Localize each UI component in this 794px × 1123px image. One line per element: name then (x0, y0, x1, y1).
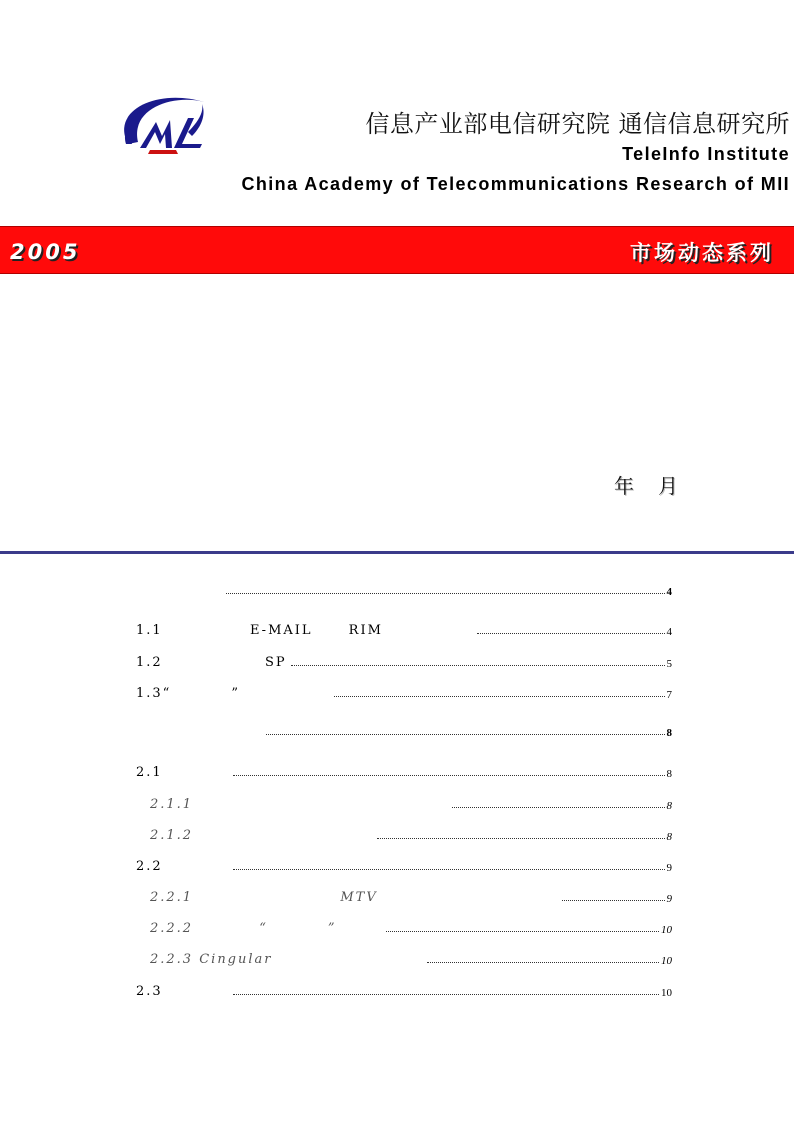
toc-leader-dots (334, 695, 665, 697)
toc-entry-label: 1.1 E-MAIL RIM (136, 623, 473, 638)
toc-leader-dots (233, 868, 665, 870)
toc-entry-page: 4 (666, 586, 672, 598)
toc-entry-label: 2.2.3 Cingular (150, 952, 423, 967)
banner-year-title: 2005 (10, 240, 225, 264)
toc-entry-label: 1.3“ ” (136, 686, 330, 701)
toc-leader-dots (233, 774, 665, 776)
toc-entry[interactable] (136, 856, 672, 874)
toc-entry[interactable] (150, 825, 672, 843)
date-month-char: 月 (658, 474, 678, 498)
toc-entry-label: 2.1.1 (150, 797, 449, 812)
toc-leader-dots (226, 592, 665, 594)
toc-entry-page: 7 (666, 689, 672, 701)
toc-entry-label: 2.2.2 “ ” (150, 921, 382, 936)
toc-entry[interactable] (136, 652, 672, 670)
toc-leader-dots (477, 632, 665, 634)
toc-entry-page: 10 (661, 955, 672, 967)
toc-entry-label: 2.1.2 (150, 828, 374, 843)
toc-entry-label: 1.2 SP (136, 655, 287, 670)
toc-entry-label: 2.1 (136, 765, 229, 780)
toc-leader-dots (562, 899, 665, 901)
toc-entry-label: 2.3 (136, 984, 229, 999)
toc-leader-dots (386, 930, 659, 932)
toc-entry-page: 8 (666, 831, 672, 843)
banner-series-title: 市场动态系列 (630, 240, 774, 265)
date-line (614, 470, 702, 499)
toc-entry[interactable] (150, 949, 672, 967)
date-year-char: 年 (614, 474, 634, 498)
toc-leader-dots (291, 664, 665, 666)
toc-entry[interactable] (122, 580, 672, 598)
toc-entry[interactable] (136, 981, 672, 999)
org-name-chinese: 信息产业部电信研究院 通信信息研究所 (365, 110, 790, 138)
toc-entry[interactable] (136, 620, 672, 638)
toc-entry-page: 5 (666, 658, 672, 670)
org-name-english-line2: China Academy of Telecommunications Research of MII (241, 174, 790, 194)
toc-leader-dots (427, 961, 659, 963)
toc-entry[interactable] (150, 918, 672, 936)
toc-entry-page: 10 (661, 924, 672, 936)
toc-entry[interactable] (150, 887, 672, 905)
toc-entry-label: 2.2 (136, 859, 229, 874)
toc-entry[interactable] (122, 721, 672, 739)
toc-entry-page: 8 (666, 800, 672, 812)
toc-entry-page: 9 (666, 893, 672, 905)
toc-entry-page: 8 (666, 727, 672, 739)
toc-entry-page: 8 (666, 768, 672, 780)
toc-leader-dots (266, 733, 665, 735)
toc-entry-page: 10 (661, 987, 672, 999)
toc-entry-page: 9 (666, 862, 672, 874)
toc-leader-dots (452, 806, 664, 808)
toc-entry[interactable] (136, 762, 672, 780)
toc-leader-dots (233, 993, 659, 995)
mii-logo-icon (118, 92, 208, 162)
title-banner (0, 226, 794, 274)
toc-entry[interactable] (150, 794, 672, 812)
toc-leader-dots (377, 837, 664, 839)
org-name-english-line1: TeleInfo Institute (622, 144, 790, 164)
toc-entry-label (122, 719, 262, 739)
toc-entry[interactable] (136, 683, 672, 701)
toc-entry-label (122, 578, 222, 598)
section-divider (0, 551, 794, 554)
toc-entry-label: 2.2.1 MTV (150, 890, 558, 905)
toc-entry-page: 4 (666, 626, 672, 638)
